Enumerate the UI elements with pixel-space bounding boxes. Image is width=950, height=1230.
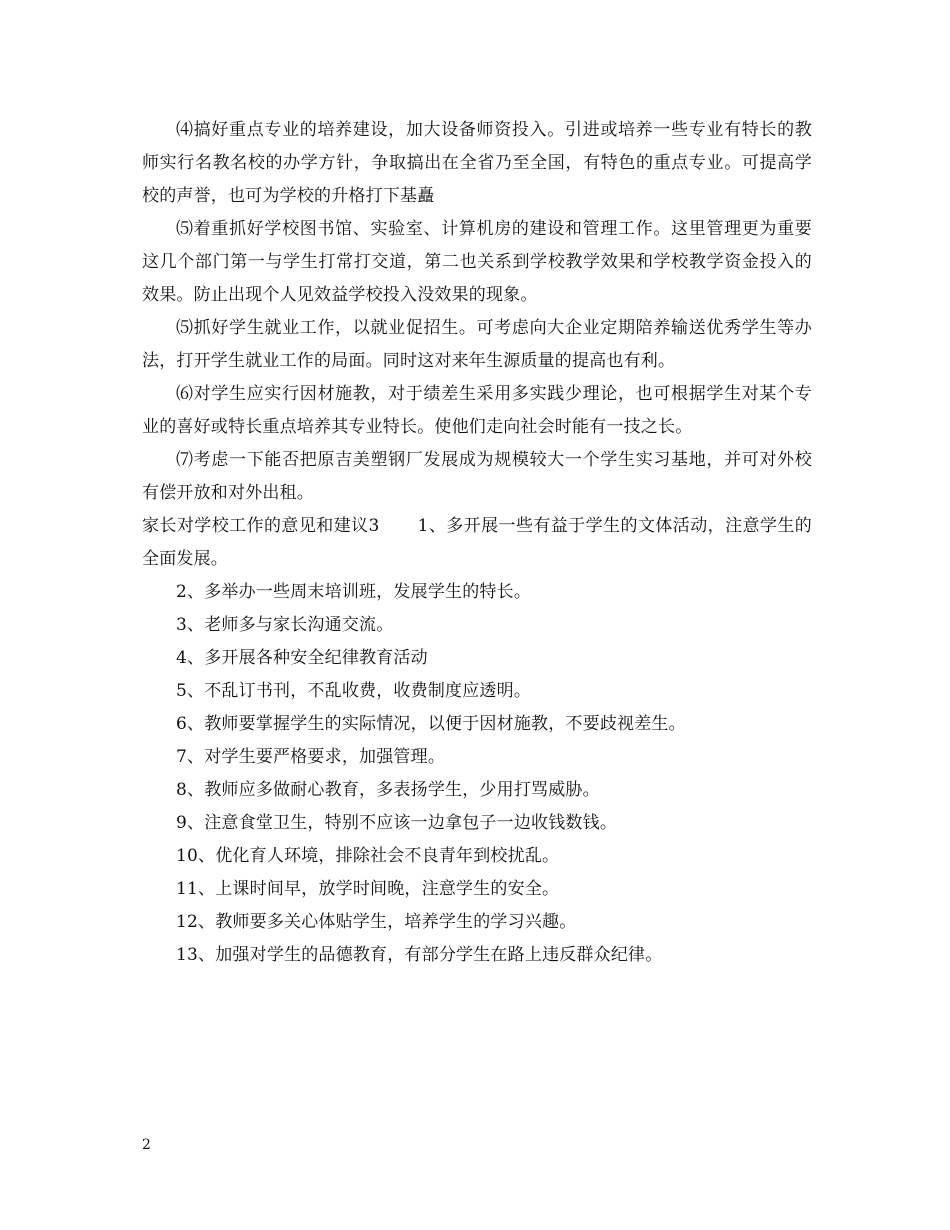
section-opening bbox=[142, 510, 812, 576]
list-item: 6、教师要掌握学生的实际情况，以便于因材施教，不要歧视差生。 bbox=[176, 714, 686, 734]
list-item: 8、教师应多做耐心教育，多表扬学生，少用打骂威胁。 bbox=[176, 780, 600, 800]
paragraph-5b: ⑸抓好学生就业工作，以就业促招生。可考虑向大企业定期陪养输送优秀学生等办法，打开学生就业工作的局面。同时这对来年生源质量的提高也有利。 bbox=[142, 318, 812, 371]
list-item-1: 1、多开展一些有益于学生的文体活动，注意学生的全面发展。 bbox=[142, 516, 812, 569]
list-item: 13、加强对学生的品德教育，有部分学生在路上违反群众纪律。 bbox=[176, 945, 663, 965]
list-item: 12、教师要多关心体贴学生，培养学生的学习兴趣。 bbox=[176, 912, 577, 932]
list-item: 10、优化育人环境，排除社会不良青年到校扰乱。 bbox=[176, 846, 560, 866]
page-number: 2 bbox=[142, 1137, 151, 1153]
paragraph-4: ⑷搞好重点专业的培养建设，加大设备师资投入。引进或培养一些专业有特长的教师实行名教名校的办学方针，争取搞出在全省乃至全国，有特色的重点专业。可提高学校的声誉，也可为学校的升格打下基矗 bbox=[142, 120, 812, 206]
paragraph-6: ⑹对学生应实行因材施教，对于绩差生采用多实践少理论，也可根据学生对某个专业的喜好或特长重点培养其专业特长。使他们走向社会时能有一技之长。 bbox=[142, 384, 812, 437]
paragraph-7: ⑺考虑一下能否把原吉美塑钢厂发展成为规模较大一个学生实习基地，并可对外校有偿开放和对外出租。 bbox=[142, 450, 812, 503]
list-item: 9、注意食堂卫生，特别不应该一边拿包子一边收钱数钱。 bbox=[176, 813, 618, 833]
list-item: 5、不乱订书刊，不乱收费，收费制度应透明。 bbox=[176, 681, 532, 701]
list-item: 4、多开展各种安全纪律教育活动 bbox=[176, 648, 428, 668]
document-body bbox=[142, 114, 812, 972]
paragraph-5a: ⑸着重抓好学校图书馆、实验室、计算机房的建设和管理工作。这里管理更为重要这几个部门第一与学生打常打交道，第二也关系到学校教学效果和学校教学资金投入的效果。防止出现个人见效益学校投入没效果的现象。 bbox=[142, 219, 812, 305]
list-item: 2、多举办一些周末培训班，发展学生的特长。 bbox=[176, 582, 532, 602]
list-item: 11、上课时间早，放学时间晚，注意学生的安全。 bbox=[176, 879, 560, 899]
list-item: 3、老师多与家长沟通交流。 bbox=[176, 615, 394, 635]
section-heading: 家长对学校工作的意见和建议3 bbox=[142, 516, 380, 536]
list-item: 7、对学生要严格要求，加强管理。 bbox=[176, 747, 446, 767]
